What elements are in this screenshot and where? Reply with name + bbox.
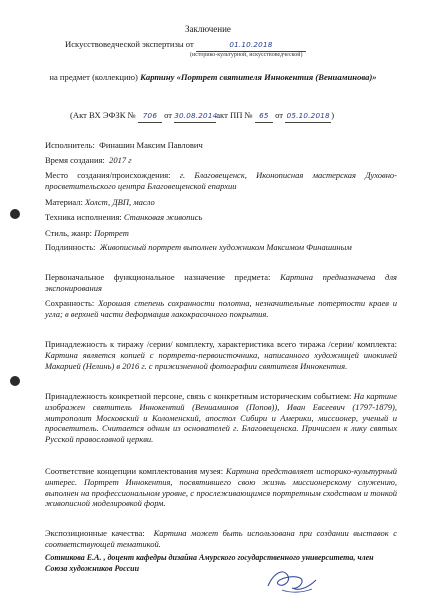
field-creation-time xyxy=(45,155,397,166)
technique-label: Техника исполнения: xyxy=(45,212,122,222)
field-person xyxy=(45,391,397,445)
act-pp-number: 65 xyxy=(259,111,269,120)
handwritten-signature xyxy=(262,562,322,596)
act-pp-from-label: от xyxy=(275,110,284,120)
act-vh-number: 706 xyxy=(142,111,158,120)
act-vh-date-field xyxy=(174,110,216,123)
act-line xyxy=(70,110,334,123)
field-material xyxy=(45,197,397,208)
act-pp-date: 05.10.2018 xyxy=(286,111,330,120)
expertise-date: 01.10.2018 xyxy=(229,40,273,49)
authenticity-label: Подлинность: xyxy=(45,242,96,252)
field-style xyxy=(45,228,397,239)
act-from-label: от xyxy=(164,110,173,120)
punch-hole xyxy=(10,376,20,386)
field-series xyxy=(45,339,397,371)
style-label: Стиль, жанр: xyxy=(45,228,92,238)
condition-value: Хорошая степень сохранности полотна, незначительные потертости краев и угла; в верхней части деформация лакокрасочного покрытия. xyxy=(45,298,398,319)
creation-time-value: 2017 г xyxy=(109,155,132,165)
subject-title: Картину «Портрет святителя Иннокентия (Вениаминова)» xyxy=(140,72,377,82)
executor-value: Финашин Максим Павлович xyxy=(99,140,203,150)
act-vh-date: 30.08.2014 xyxy=(174,111,218,120)
signature-line: Сотникова Е.А. , доцент кафедры дизайна Амурского государственного университета, член Союза художников России xyxy=(45,553,374,573)
field-executor xyxy=(45,140,397,151)
expertise-prefix: Искусствоведческой экспертизы от xyxy=(65,39,194,49)
field-authenticity xyxy=(45,242,397,253)
subject-line xyxy=(48,71,378,83)
exposition-label: Экспозиционные качества: xyxy=(45,528,145,538)
act-pp-label: акт ПП № xyxy=(216,110,253,120)
person-value: На картине изображен святитель Иннокентий (Вениаминов (Попов)), Иван Евсеевич (1797-1879), митрополит Московский и Коломенский, апостол Сибири и Америки, миссионер, ученый и просветитель. Считается одним из основателей г. Благовещенска. Причислен к лику святых Русской православной церкви. xyxy=(45,391,398,445)
place-value: г. Благовещенск, Иконописная мастерская Духовно-просветительского центра Благовещенской епархии xyxy=(45,170,398,191)
expertise-line xyxy=(65,39,306,52)
document-title: Заключение xyxy=(185,24,231,34)
series-label: Принадлежность к тиражу /серии/ комплекту, характеристика всего тиража /серии/ комплекта: xyxy=(45,339,397,349)
field-purpose xyxy=(45,272,397,294)
field-condition xyxy=(45,298,397,320)
condition-label: Сохранность: xyxy=(45,298,95,308)
exposition-value: Картина может быть использована при создании выставок с соответствующей тематикой. xyxy=(45,528,398,549)
concept-value: Картина представляет историко-культурный интерес. Портрет Иннокентия, посвятившего свою жизнь миссионерскому служению, выполнен на профессиональном уровне, с прослеживающимся портретным сходством и тонкой живописной моделировкой форм. xyxy=(45,466,397,509)
act-prefix: (Акт ВХ ЭФЗК № xyxy=(70,110,136,120)
field-place xyxy=(45,170,397,192)
style-value: Портрет xyxy=(94,228,129,238)
act-close: ) xyxy=(331,110,335,120)
series-value: Картина является копией с портрета-первоисточника, написанного художницей инокиней Макарией (Нелинь) в 2016 г. с прижизненной фотографии святителя Иннокентия. xyxy=(45,349,397,371)
act-vh-number-field xyxy=(138,110,162,123)
material-label: Материал: xyxy=(45,197,83,207)
field-exposition xyxy=(45,528,397,550)
material-value: Холст, ДВП, масло xyxy=(84,197,155,207)
field-concept xyxy=(45,466,397,509)
person-label: Принадлежность конкретной персоне, связь с конкретным историческим событием: xyxy=(45,391,352,401)
creation-time-label: Время создания: xyxy=(45,155,105,165)
executor-label: Исполнитель: xyxy=(45,140,95,150)
place-label: Место создания/происхождения: xyxy=(45,170,171,180)
field-technique xyxy=(45,212,397,223)
subject-prefix: на предмет (коллекцию) xyxy=(49,72,138,82)
authenticity-value: Живописный портрет выполнен художником Максимом Финашиным xyxy=(99,242,352,252)
act-pp-date-field xyxy=(285,110,331,123)
purpose-label: Первоначальное функциональное назначение предмета: xyxy=(45,272,271,282)
expertise-note: (историко-культурной, искусствоведческой) xyxy=(190,52,303,58)
purpose-value: Картина предназначена для экспонирования xyxy=(45,272,398,293)
concept-label: Соответствие концепции комплектования музея: xyxy=(45,466,224,476)
expertise-date-field xyxy=(196,39,306,52)
punch-hole xyxy=(10,209,20,219)
act-pp-number-field xyxy=(255,110,273,123)
technique-value: Станковая живопись xyxy=(123,212,203,222)
